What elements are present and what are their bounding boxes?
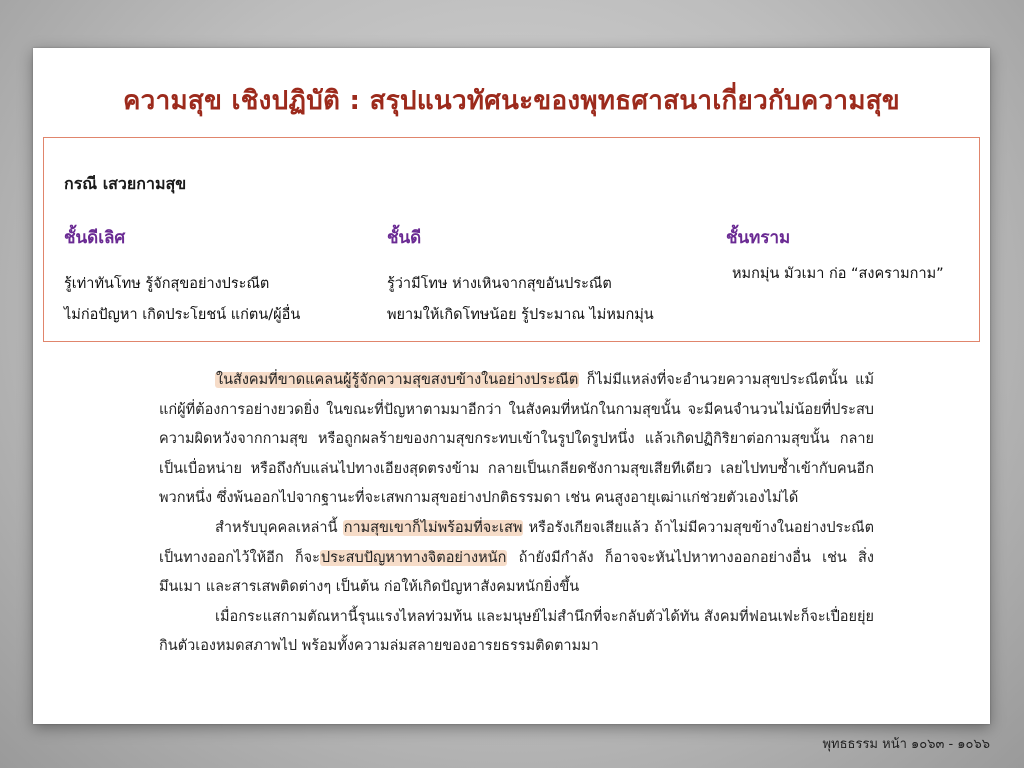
column-line: พยามให้เกิดโทษน้อย รู้ประมาณ ไม่หมกมุ่น — [387, 307, 654, 323]
column-line: รู้ว่ามีโทษ ห่างเหินจากสุขอันประณีต — [387, 276, 612, 292]
paragraph-text: ถ้ายังมีกำลัง ก็อาจจะหันไปหาทางออกอย่างอื่น เช่น สิ่งมึนเมา และสารเสพติดต่างๆ เป็นต้น ก่อให้เกิดปัญหาสังคมหนักยิ่งขึ้น — [159, 549, 874, 596]
paragraph-text: สำหรับบุคคลเหล่านี้ — [215, 519, 343, 536]
paragraph-text: หรือรังเกียจเสียแล้ว ถ้าไม่มีความสุขข้างในอย่างประณีตเป็นทางออกไว้ให้อีก ก็จะ — [159, 519, 874, 566]
quoted-passage — [159, 366, 874, 662]
highlight: กามสุขเขาก็ไม่พร้อมที่จะเสพ — [343, 519, 523, 536]
column-line: รู้เท่าทันโทษ รู้จักสุขอย่างประณีต — [64, 276, 270, 292]
column-base — [726, 224, 944, 290]
paragraph-text: ก็ไม่มีแหล่งที่จะอำนวยความสุขประณีตนั้น แม้แก่ผู้ที่ต้องการอย่างยวดยิ่ง ในขณะที่ปัญหาตามมาอีกว่า ในสังคมที่หนักในกามสุขนั้น จะมีคนจำนวนไม่น้อยที่ประสบความผิดหวังจากกามสุข หรือถูกผลร้ายของกามสุขกระทบเข้าในรูปใดรูปหนึ่ง แล้วเกิดปฏิกิริยาต่อกามสุขนั้น กลายเป็นเบื่อหน่าย หรือถึงกับแล่นไปทางเอียงสุดตรงข้าม กลายเป็นเกลียดชังกามสุขเสียทีเดียว เลยไปทบซ้ำเข้ากับคนอีกพวกหนึ่ง ซึ่งพ้นออกไปจากฐานะที่จะเสพกามสุขอย่างปกติธรรมดา เช่น คนสูงอายุเฒ่าแก่ช่วยตัวเองไม่ได้ — [159, 372, 874, 507]
slide-title: ความสุข เชิงปฏิบัติ : สรุปแนวทัศนะของพุทธศาสนาเกี่ยวกับความสุข — [122, 86, 900, 116]
paragraph-2 — [159, 514, 874, 603]
slide — [33, 48, 990, 724]
column-good — [387, 224, 654, 331]
column-heading: ชั้นทราม — [726, 228, 791, 248]
column-line: หมกมุ่น มัวเมา ก่อ “สงครามกาม” — [732, 266, 944, 282]
column-line: ไม่ก่อปัญหา เกิดประโยชน์ แก่ตน/ผู้อื่น — [64, 307, 301, 323]
highlight: ประสบปัญหาทางจิตอย่างหนัก — [320, 549, 507, 566]
summary-box — [43, 137, 980, 342]
case-label: กรณี เสวยกามสุข — [64, 174, 187, 193]
paragraph-3: เมื่อกระแสกามตัณหานี้รุนแรงไหลท่วมท้น และมนุษย์ไม่สำนึกที่จะกลับตัวได้ทัน สังคมที่ฟอนเฟะก็จะเปื่อยยุ่ยกินตัวเองหมดสภาพไป พร้อมทั้งความล่มสลายของอารยธรรมติดตามมา — [159, 608, 874, 655]
paragraph-1 — [159, 366, 874, 514]
column-heading: ชั้นดี — [387, 228, 422, 248]
source-citation: พุทธธรรม หน้า ๑๐๖๓ - ๑๐๖๖ — [822, 737, 990, 752]
highlight: ในสังคมที่ขาดแคลนผู้รู้จักความสุขสงบข้างในอย่างประณีต — [216, 372, 579, 388]
column-excellent — [64, 224, 300, 331]
column-heading: ชั้นดีเลิศ — [64, 228, 126, 248]
